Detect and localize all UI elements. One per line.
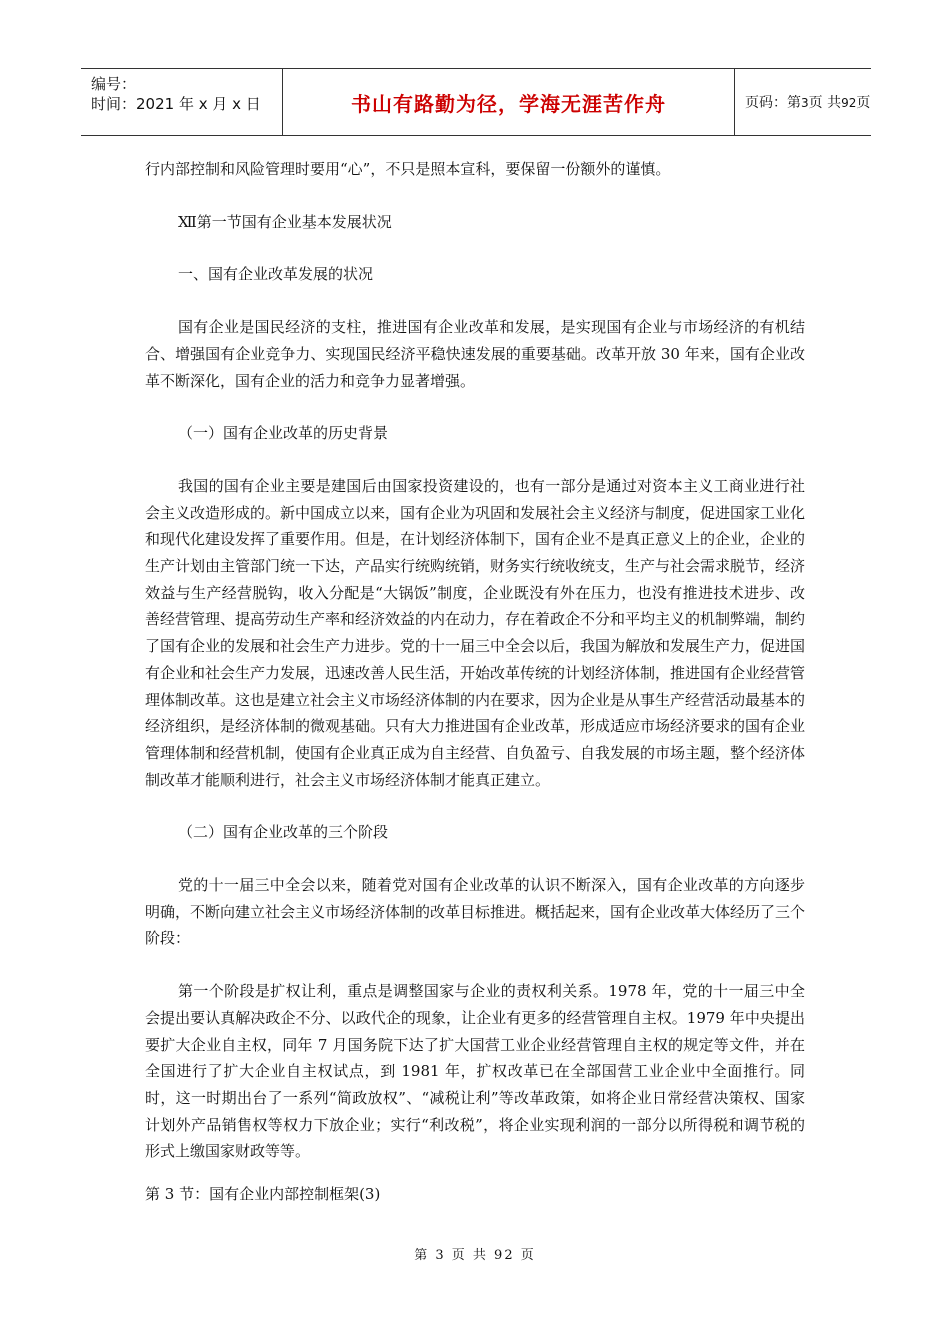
body-paragraph-history: 我国的国有企业主要是建国后由国家投资建设的，也有一部分是通过对资本主义工商业进行社会主义改造形成的。新中国成立以来，国有企业为巩固和发展社会主义经济与制度，促进国家工业化和现代化建设发挥了重要作用。但是，在计划经济体制下，国有企业不是真正意义上的企业，企业的生产计划由主管部门统一下达，产品实行统购统销，财务实行统收统支，生产与社会需求脱节，经济效益与生产经营脱钩，收入分配是“大锅饭”制度，企业既没有外在压力，也没有推进技术进步、改善经营管理、提高劳动生产率和经济效益的内在动力，存在着政企不分和平均主义的机制弊端，制约了国有企业的发展和社会生产力进步。党的十一届三中全会以后，我国为解放和发展生产力，促进国有企业和社会生产力发展，迅速改善人民生活，开始改革传统的计划经济体制，推进国有企业经营管理体制改革。这也是建立社会主义市场经济体制的内在要求，因为企业是从事生产经营活动最基本的经济组织，是经济体制的微观基础。只有大力推进国有企业改革，形成适应市场经济要求的国有企业管理体制和经营机制，使国有企业真正成为自主经营、自负盈亏、自我发展的市场主题，整个经济体制改革才能顺利进行，社会主义市场经济体制才能真正建立。 — [145, 476, 806, 789]
page-code-middle: 页 共 — [808, 95, 842, 111]
section-heading: Ⅻ第一节国有企业基本发展状况 — [178, 212, 392, 231]
document-body — [145, 156, 805, 1234]
document-header — [81, 68, 871, 136]
subsection-heading-stages: （二）国有企业改革的三个阶段 — [178, 823, 389, 842]
body-paragraph-stage-one: 第一个阶段是扩权让利，重点是调整国家与企业的责权利关系。1978 年，党的十一届三中全会提出要认真解决政企不分、以政代企的现象，让企业有更多的经营管理自主权。1979 年中央提出要扩大企业自主权，同年 7 月国务院下达了扩大国营工业企业经营管理自主权的规定等文件，并在全国进行了扩大企业自主权试点，到 1981 年，扩权改革已在全部国营工业企业中全面推行。同时，这一时期出台了一系列“简政放权”、“减税让利”等改革政策，如将企业日常经营决策权、国家计划外产品销售权等权力下放企业；实行“利改税”，将企业实现利润的一部分以所得税和调节税的形式上缴国家财政等等。 — [145, 982, 805, 1161]
document-number-label: 编号： — [91, 75, 137, 93]
header-page-code — [745, 92, 870, 112]
header-motto: 书山有路勤为径，学海无涯苦作舟 — [351, 91, 666, 116]
subsection-heading-history: （一）国有企业改革的历史背景 — [178, 424, 389, 443]
body-paragraph-stages-intro: 党的十一届三中全会以来，随着党对国有企业改革的认识不断深入，国有企业改革的方向逐步明确，不断向建立社会主义市场经济体制的改革目标推进。概括起来，国有企业改革大体经历了三个阶段： — [145, 876, 806, 948]
page-code-prefix: 页码：第 — [745, 95, 801, 111]
body-paragraph: 国有企业是国民经济的支柱，推进国有企业改革和发展，是实现国有企业与市场经济的有机结合、增强国有企业竞争力、实现国民经济平稳快速发展的重要基础。改革开放 30 年来，国有企业改革不断深化，国有企业的活力和竞争力显著增强。 — [145, 318, 805, 390]
page-code-current: 3 — [801, 96, 809, 110]
subsection-heading: 一、国有企业改革发展的状况 — [178, 265, 374, 284]
page-code-total: 92 — [841, 96, 857, 110]
page-footer: 第 3 页 共 92 页 — [414, 1248, 536, 1263]
header-motto-cell — [282, 69, 735, 135]
document-date: 时间：2021 年 x 月 x 日 — [91, 95, 261, 113]
header-page-cell — [735, 69, 871, 135]
chapter-reference: 第 3 节：国有企业内部控制框架(3) — [145, 1185, 381, 1204]
body-paragraph-continuation: 行内部控制和风险管理时要用“心”，不只是照本宣科，要保留一份额外的谨慎。 — [145, 160, 671, 178]
header-info-cell — [81, 69, 282, 135]
page-code-suffix: 页 — [856, 95, 871, 111]
